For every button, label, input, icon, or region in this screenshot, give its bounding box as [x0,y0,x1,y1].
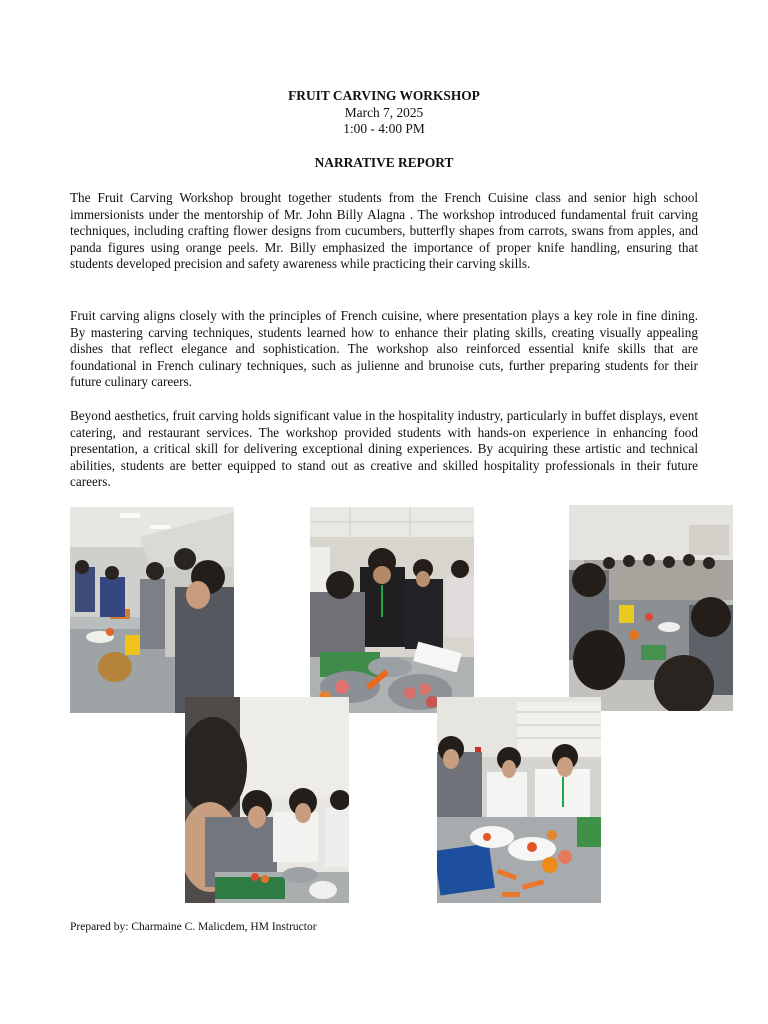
section-title: NARRATIVE REPORT [314,155,454,170]
paragraph-2: Fruit carving aligns closely with the principles of French cuisine, where presentation plays a key role in fine dining. By mastering carving techniques, students learned how to enhance their plating skills, creating visually appealing dishes that reflect elegance and sophistication. The workshop also reinforced essential knife skills that are foundational in French culinary techniques, such as julienne and brunoise cuts, further preparing students for their future culinary careers. [70,308,698,390]
document-header [70,88,698,138]
workshop-photo-3 [569,505,733,711]
workshop-photo-4 [185,697,349,903]
paragraph-1: The Fruit Carving Workshop brought together students from the French Cuisine class and senior high school immersionists under the mentorship of Mr. John Billy Alagna . The workshop introduced fundamental fruit carving techniques, including crafting flower designs from cucumbers, butterfly shapes from carrots, swans from apples, and panda figures using orange peels. Mr. Billy emphasized the importance of proper knife handling, ensuring that students developed precision and safety awareness while practicing their carving skills. [70,190,698,272]
paragraph-3: Beyond aesthetics, fruit carving holds significant value in the hospitality industry, particularly in buffet displays, event catering, and restaurant services. The workshop provided students with hands-on experience in enhancing food presentation, a critical skill for delivering exceptional dining experiences. By acquiring these artistic and technical abilities, students are better equipped to stand out as creative and skilled hospitality professionals in their future careers. [70,408,698,490]
prepared-by: Prepared by: Charmaine C. Malicdem, HM Instructor [70,921,317,933]
workshop-photo-2 [310,507,474,713]
workshop-photo-5 [437,697,601,903]
document-title: FRUIT CARVING WORKSHOP [288,88,480,103]
event-date: March 7, 2025 [344,104,424,120]
workshop-photo-1 [70,507,234,713]
event-time: 1:00 - 4:00 PM [343,121,425,136]
